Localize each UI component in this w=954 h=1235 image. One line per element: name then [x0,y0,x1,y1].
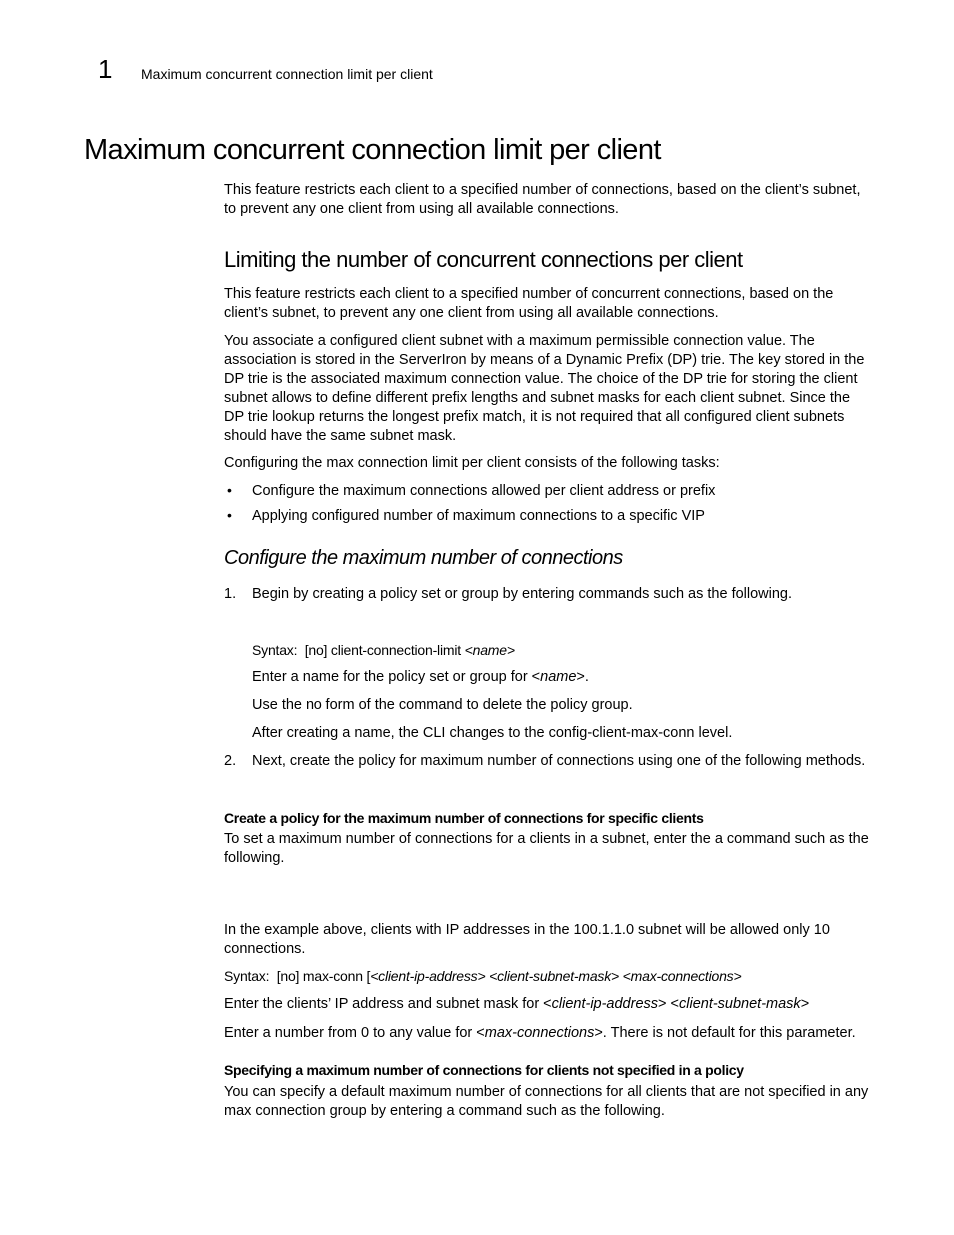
syntax-command: [no] max-conn [ [276,968,371,984]
syntax-line [252,641,872,660]
running-header: Maximum concurrent connection limit per client [141,66,433,82]
list-item: Applying configured number of maximum connections to a specific VIP [252,508,705,524]
syntax-command: [no] client-connection-limit [304,642,461,658]
list-item: Configure the maximum connections allowed per client address or prefix [252,483,716,499]
step-text: Next, create the policy for maximum number of connections using one of the following methods. [252,753,866,769]
syntax-label: Syntax: [252,642,298,658]
default-heading: Specifying a maximum number of connections for clients not specified in a policy [224,1062,744,1078]
max-conn-description: Enter a number from 0 to any value for <max-connections>. There is not default for this parameter. [224,1025,856,1041]
after-creating-text: After creating a name, the CLI changes to the config-client-max-conn level. [252,725,733,741]
example-paragraph: In the example above, clients with IP addresses in the 100.1.1.0 subnet will be allowed only 10 connections. [224,922,830,957]
step-text: Begin by creating a policy set or group by entering commands such as the following. [252,586,793,602]
page-title: Maximum concurrent connection limit per client [84,134,661,166]
specific-clients-paragraph: To set a maximum number of connections for a clients in a subnet, enter the a command such as the following. [224,831,869,866]
subsection-heading: Configure the maximum number of connections [224,547,623,569]
syntax-label: Syntax: [224,968,270,984]
no-form-description: Use the no form of the command to delete the policy group. [252,697,633,713]
step-number: 1. [224,586,237,602]
chapter-number: 1 [98,54,113,84]
name-description: Enter a name for the policy set or group for <name>. [252,669,589,685]
ip-description: Enter the clients’ IP address and subnet mask for <client-ip-address> <client-subnet-mask> [224,996,810,1012]
bullet-icon: • [227,482,232,498]
syntax-line [224,967,872,986]
section-paragraph-1: This feature restricts each client to a specified number of concurrent connections, based on the client’s subnet, to prevent any one client from using all available connections. [224,286,834,321]
default-paragraph: You can specify a default maximum number of connections for all clients that are not specified in any max connection group by entering a command such as the following. [224,1084,869,1119]
section-paragraph-3: Configuring the max connection limit per client consists of the following tasks: [224,455,720,471]
bullet-icon: • [227,507,232,523]
syntax-argument: <name> [464,642,515,658]
intro-paragraph: This feature restricts each client to a specified number of connections, based on the client’s subnet, to prevent any one client from using all available connections. [224,182,861,217]
section-heading: Limiting the number of concurrent connections per client [224,247,743,272]
specific-clients-heading: Create a policy for the maximum number of connections for specific clients [224,810,704,826]
syntax-argument: <client-ip-address> <client-subnet-mask> <max-connections> [370,968,742,984]
section-paragraph-2: You associate a configured client subnet with a maximum permissible connection value. The association is stored in the ServerIron by means of a Dynamic Prefix (DP) trie. The key stored in the DP trie is the associated maximum connection value. The choice of the DP trie for storing the client subnet allows to define different prefix lengths and subnet masks for each client subnet. Since the DP trie lookup returns the longest prefix match, it is not required that all configured client subnets should have the same subnet mask. [224,333,865,444]
step-number: 2. [224,753,237,769]
